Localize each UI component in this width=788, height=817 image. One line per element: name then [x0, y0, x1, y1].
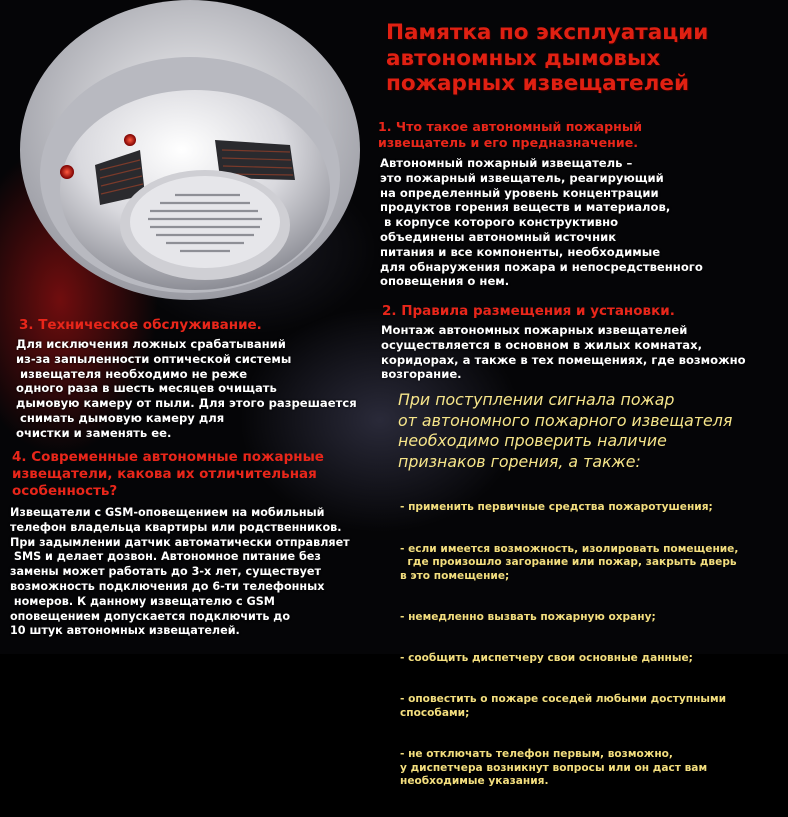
page-title: Памятка по эксплуатации автономных дымовых пожарных извещателей [386, 20, 709, 96]
list-item: - применить первичные средства пожаротушения; [400, 501, 713, 514]
list-item: - оповестить о пожаре соседей любыми доступными способами; [400, 693, 727, 719]
smoke-detector-image [0, 0, 380, 320]
section4-heading: 4. Современные автономные пожарные извещатели, какова их отличительная особенность? [12, 449, 324, 499]
list-item: - сообщить диспетчеру свои основные данные; [400, 652, 693, 665]
section1-heading: 1. Что такое автономный пожарный извещатель и его предназначение. [378, 119, 643, 150]
list-item: - немедленно вызвать пожарную охрану; [400, 611, 656, 624]
section2-body: Монтаж автономных пожарных извещателей осуществляется в основном в жилых комнатах, коридорах, а также в тех помещениях, где возможно возгорание. [381, 323, 746, 382]
list-item: - если имеется возможность, изолировать помещение, где произошло загорание или пожар, закрыть дверь в это помещение; [400, 542, 739, 582]
section3-body: Для исключения ложных срабатываний из-за запыленности оптической системы извещателя необходимо не реже одного раза в шесть месяцев очищать дымовую камеру от пыли. Для этого разрешается снимать дымовую камеру для очистки и заменять ее. [16, 337, 357, 440]
fire-signal-list [400, 474, 738, 817]
section1-body: Автономный пожарный извещатель – это пожарный извещатель, реагирующий на определенный уровень концентрации продуктов горения веществ и материалов, в корпусе которого конструктивно объединены автономный источник питания и все компоненты, необходимые для обнаружения пожара и непосредственного оповещения о нем. [380, 156, 703, 289]
section3-heading: 3. Техническое обслуживание. [19, 317, 262, 333]
section4-body: Извещатели с GSM-оповещением на мобильный телефон владельца квартиры или родственников. При задымлении датчик автоматически отправляет SMS и делает дозвон. Автономное питание без замены может работать до 3-х лет, существует возможность подключения до 6-ти телефонных номеров. К данному извещателю с GSM оповещением допускается подключить до 10 штук автономных извещателей. [10, 506, 350, 638]
section2-heading: 2. Правила размещения и установки. [382, 303, 675, 319]
list-item: - не отключать телефон первым, возможно, у диспетчера возникнут вопросы или он даст вам необходимые указания. [400, 748, 708, 788]
fire-signal-intro: При поступлении сигнала пожар от автономного пожарного извещателя необходимо проверить наличие признаков горения, а также: [398, 390, 733, 471]
